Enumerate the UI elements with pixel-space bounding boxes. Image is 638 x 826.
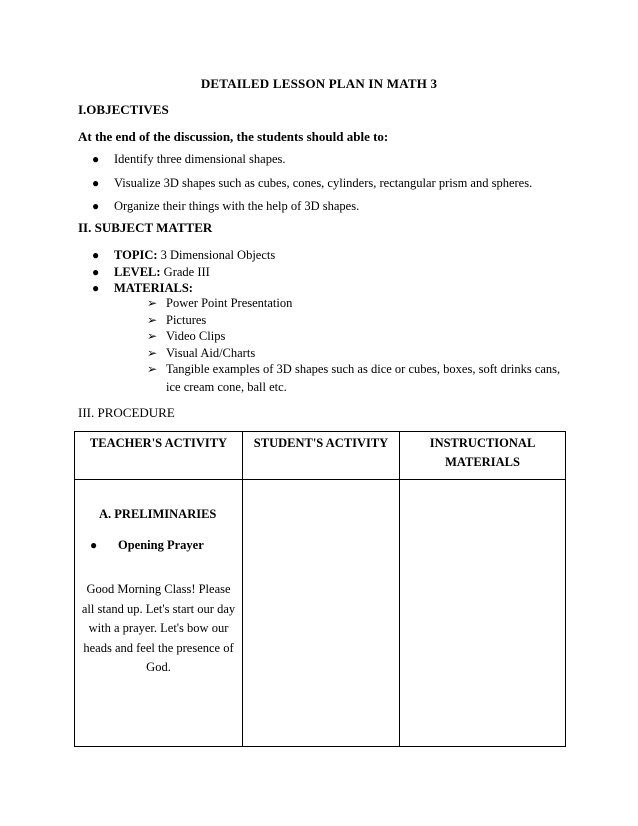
subject-matter-heading: II. SUBJECT MATTER: [78, 220, 213, 235]
arrow-bullet-icon: ➢: [147, 346, 158, 360]
arrow-bullet-icon: ➢: [147, 296, 158, 310]
preliminaries-heading: A. PRELIMINARIES: [99, 507, 217, 521]
topic-line: [114, 248, 275, 263]
col-instructional-line2: MATERIALS: [445, 455, 520, 469]
procedure-heading: III. PROCEDURE: [78, 405, 175, 420]
objective-item: Identify three dimensional shapes.: [114, 152, 286, 166]
teacher-line: with a prayer. Let's bow our: [88, 621, 229, 635]
bullet-icon: ●: [92, 248, 100, 262]
material-item: Power Point Presentation: [166, 296, 293, 310]
teacher-activity-cell: [75, 480, 243, 747]
document-title: DETAILED LESSON PLAN IN MATH 3: [200, 76, 438, 91]
level-value: Grade III: [160, 265, 210, 279]
objective-item: Organize their things with the help of 3D shapes.: [114, 199, 360, 213]
material-item: Tangible examples of 3D shapes such as dice or cubes, boxes, soft drinks cans,: [166, 362, 561, 376]
opening-prayer-label: Opening Prayer: [118, 538, 204, 552]
teacher-line: Good Morning Class! Please: [86, 582, 231, 596]
procedure-table: [74, 431, 566, 747]
student-activity-cell: [243, 480, 400, 747]
objectives-heading: I.OBJECTIVES: [78, 102, 169, 117]
arrow-bullet-icon: ➢: [147, 362, 158, 376]
teacher-prayer-text: [75, 580, 242, 678]
teacher-line: heads and feel the presence of: [83, 640, 234, 655]
material-item: Video Clips: [166, 329, 226, 343]
objectives-intro: At the end of the discussion, the students should able to:: [78, 129, 389, 144]
col-instructional-materials: [400, 432, 566, 480]
teacher-line: all stand up. Let's start our day: [81, 601, 236, 616]
teacher-line: God.: [146, 660, 171, 674]
topic-label: TOPIC:: [114, 248, 158, 262]
table-row: [75, 480, 566, 747]
bullet-icon: ●: [92, 265, 100, 279]
material-item: Pictures: [166, 313, 207, 327]
bullet-icon: ●: [92, 199, 100, 213]
arrow-bullet-icon: ➢: [147, 329, 158, 343]
col-teachers-activity: TEACHER'S ACTIVITY: [75, 432, 243, 480]
instructional-materials-cell: [400, 480, 566, 747]
col-students-activity: STUDENT'S ACTIVITY: [243, 432, 400, 480]
bullet-icon: ●: [92, 152, 100, 166]
table-header-row: [75, 432, 566, 480]
topic-value: 3 Dimensional Objects: [157, 248, 276, 262]
bullet-icon: ●: [90, 538, 98, 552]
bullet-icon: ●: [92, 176, 100, 190]
material-item: Visual Aid/Charts: [166, 346, 256, 360]
bullet-icon: ●: [92, 281, 100, 295]
level-line: [114, 265, 210, 280]
level-label: LEVEL:: [114, 265, 161, 279]
col-instructional-line1: INSTRUCTIONAL: [429, 436, 536, 450]
materials-label: MATERIALS:: [114, 281, 193, 295]
objective-item: Visualize 3D shapes such as cubes, cones, cylinders, rectangular prism and spheres.: [114, 176, 533, 190]
material-item-continuation: ice cream cone, ball etc.: [166, 380, 287, 394]
arrow-bullet-icon: ➢: [147, 313, 158, 327]
